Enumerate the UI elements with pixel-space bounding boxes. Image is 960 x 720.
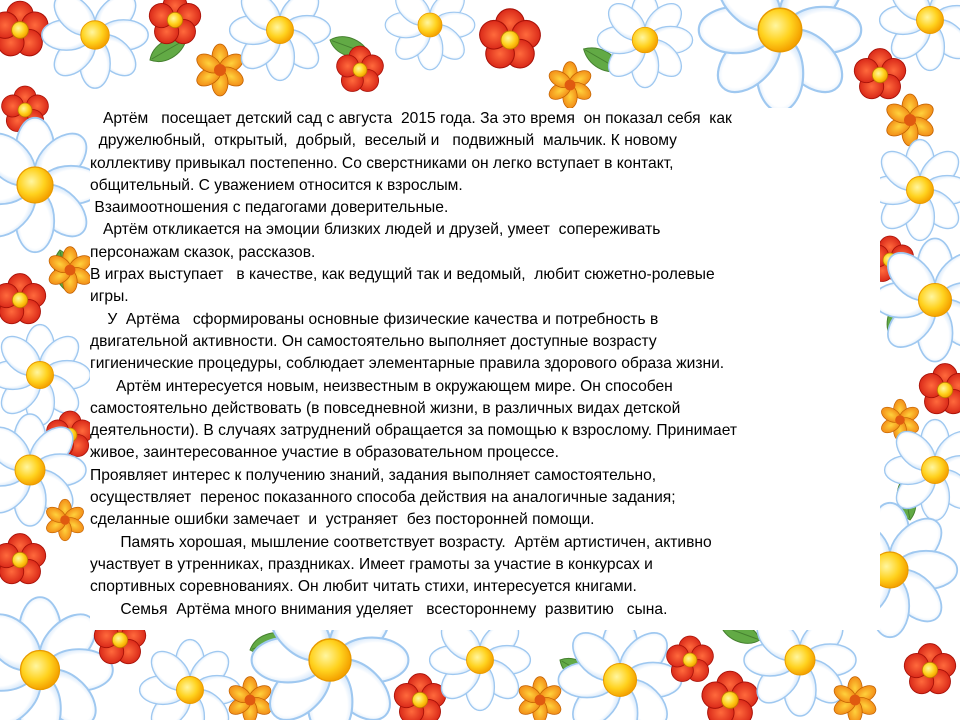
text-line-13: Артём интересуется новым, неизвестным в окружающем мире. Он способен — [90, 377, 673, 395]
text-line-21: участвует в утренниках, праздниках. Имеет грамоты за участие в конкурсах и — [90, 555, 653, 573]
text-line-22: спортивных соревнованиях. Он любит читать стихи, интересуется книгами. — [90, 578, 637, 596]
text-line-14: самостоятельно действовать (в повседневной жизни, в различных видах детской — [90, 399, 681, 417]
text-line-6: Артём откликается на эмоции близких людей и друзей, умеет сопереживать — [90, 221, 661, 239]
text-line-15: деятельности). В случаях затруднений обращается за помощью к взрослому. Принимает — [90, 422, 737, 440]
text-line-10: У Артёма сформированы основные физические качества и потребность в — [90, 310, 659, 328]
text-line-17: Проявляет интерес к получению знаний, задания выполняет самостоятельно, — [90, 466, 657, 484]
text-line-7: персонажам сказок, рассказов. — [90, 243, 316, 261]
text-line-16: живое, заинтересованное участие в образовательном процессе. — [90, 444, 559, 462]
text-line-23: Семья Артёма много внимания уделяет всестороннему развитию сына. — [90, 600, 668, 618]
text-line-8: В играх выступает в качестве, как ведущий так и ведомый, любит сюжетно-ролевые — [90, 266, 715, 284]
text-line-4: общительный. С уважением относится к взрослым. — [90, 176, 463, 194]
text-line-18: осуществляет перенос показанного способа действия на аналогичные задания; — [90, 489, 676, 507]
text-line-3: коллективу привыкал постепенно. Со сверстниками он легко вступает в контакт, — [90, 154, 674, 172]
text-line-20: Память хорошая, мышление соответствует возрасту. Артём артистичен, активно — [90, 533, 712, 551]
text-line-2: дружелюбный, открытый, добрый, веселый и подвижный мальчик. К новому — [90, 132, 677, 150]
description-text-panel — [90, 108, 880, 630]
text-line-5: Взаимоотношения с педагогами доверительные. — [90, 199, 449, 217]
text-line-1: Артём посещает детский сад с августа 2015 года. За это время он показал себя как — [90, 110, 732, 127]
text-line-11: двигательной активности. Он самостоятельно выполняет доступные возрасту — [90, 332, 657, 350]
text-line-19: сделанные ошибки замечает и устраняет без посторонней помощи. — [90, 511, 595, 529]
text-line-12: гигиенические процедуры, соблюдает элементарные правила здорового образа жизни. — [90, 355, 725, 373]
text-line-9: игры. — [90, 288, 129, 306]
